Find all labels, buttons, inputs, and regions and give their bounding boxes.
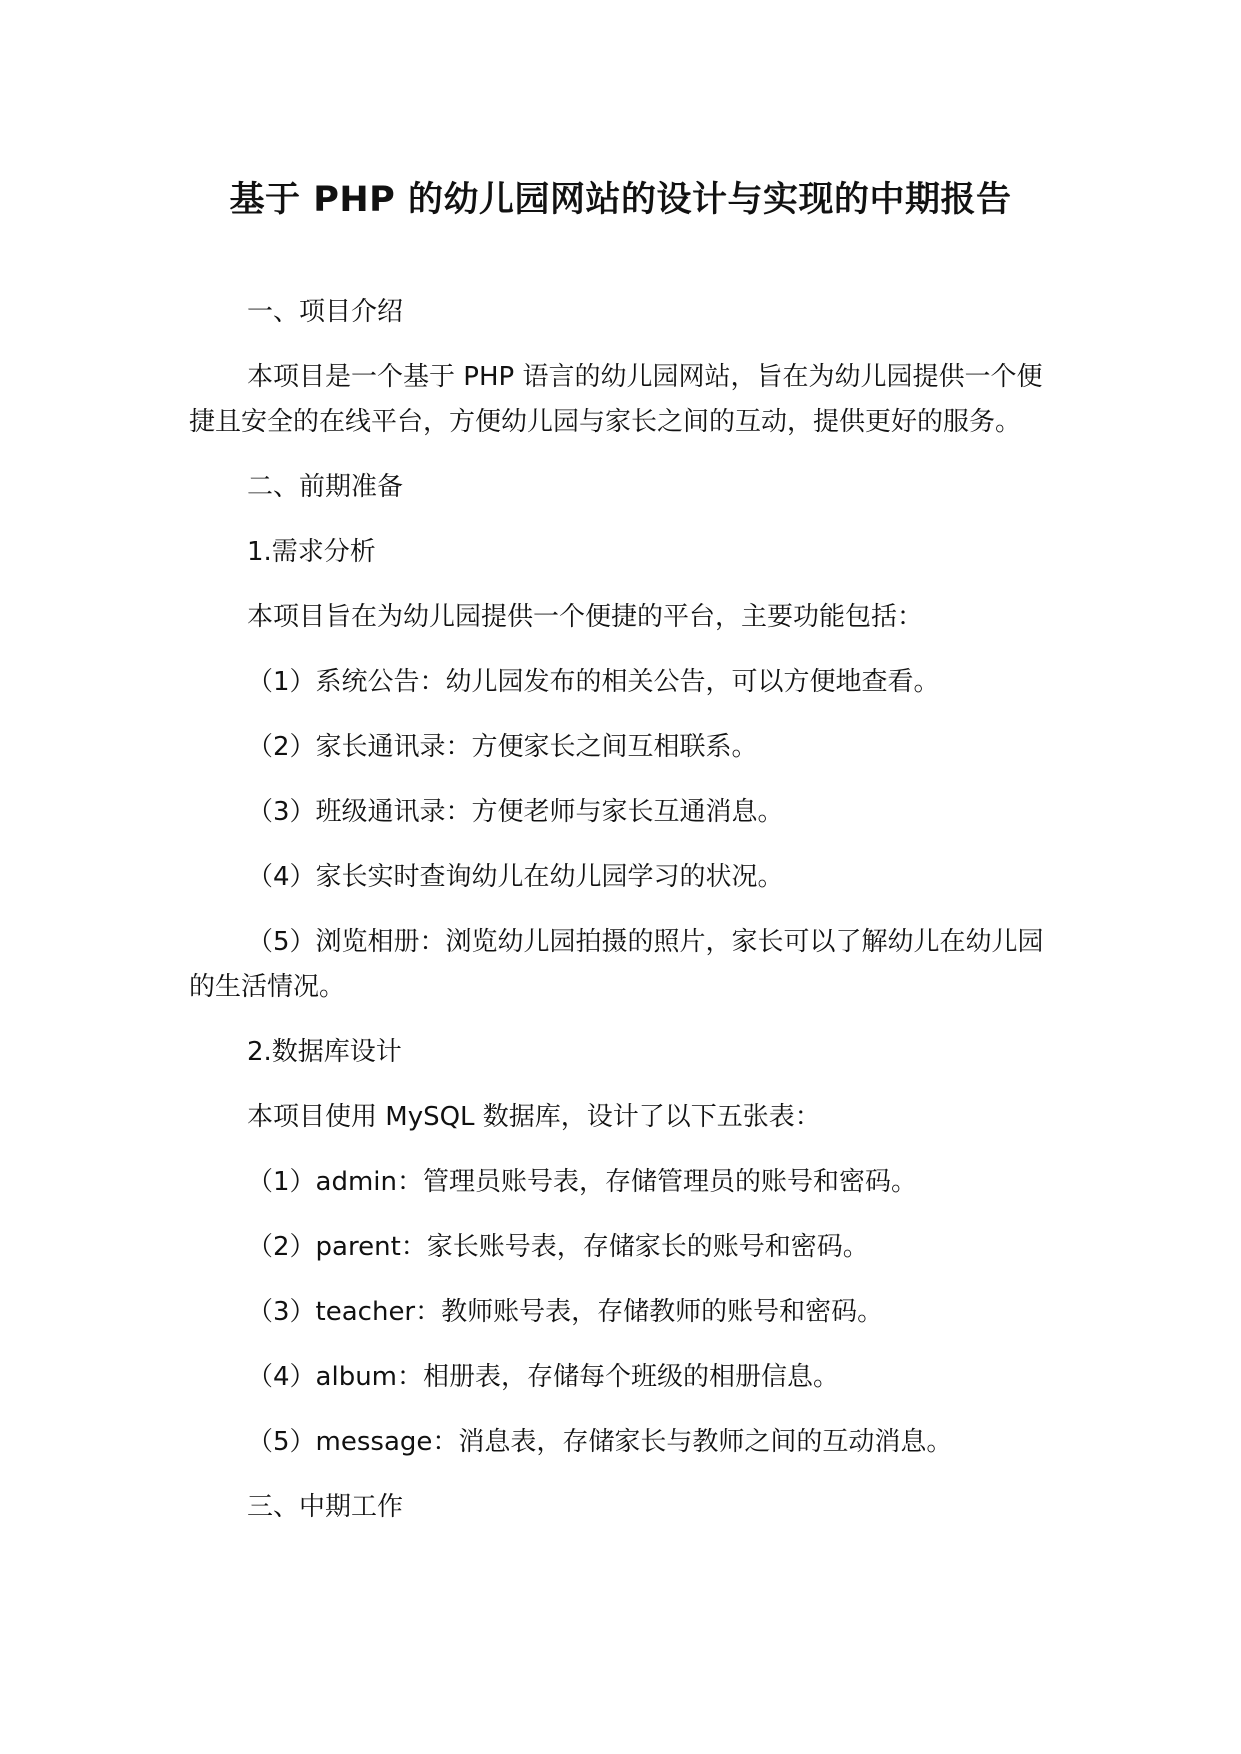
document-body	[189, 290, 1059, 1530]
section-heading-midterm: 三、中期工作	[247, 1492, 404, 1522]
document-title: 基于 PHP 的幼儿园网站的设计与实现的中期报告	[229, 180, 1012, 220]
requirement-item: （1）系统公告：幼儿园发布的相关公告，可以方便地查看。	[247, 667, 940, 697]
requirement-item: （4）家长实时查询幼儿在幼儿园学习的状况。	[247, 862, 784, 892]
table-item: （4）album：相册表，存储每个班级的相册信息。	[247, 1362, 840, 1392]
database-paragraph: 本项目使用 MySQL 数据库，设计了以下五张表：	[247, 1102, 821, 1132]
table-item: （2）parent：家长账号表，存储家长的账号和密码。	[247, 1232, 869, 1262]
subheading-database: 2.数据库设计	[247, 1037, 402, 1067]
section-heading-preparation: 二、前期准备	[247, 472, 404, 502]
table-item: （3）teacher：教师账号表，存储教师的账号和密码。	[247, 1297, 884, 1327]
requirement-item: （2）家长通讯录：方便家长之间互相联系。	[247, 732, 758, 762]
requirement-item: （3）班级通讯录：方便老师与家长互通消息。	[247, 797, 784, 827]
requirements-paragraph: 本项目旨在为幼儿园提供一个便捷的平台，主要功能包括：	[247, 602, 924, 632]
intro-paragraph: 本项目是一个基于 PHP 语言的幼儿园网站，旨在为幼儿园提供一个便捷且安全的在线平台，方便幼儿园与家长之间的互动，提供更好的服务。	[189, 362, 1043, 437]
table-item: （1）admin：管理员账号表，存储管理员的账号和密码。	[247, 1167, 918, 1197]
table-item: （5）message：消息表，存储家长与教师之间的互动消息。	[247, 1427, 953, 1457]
requirement-item: （5）浏览相册：浏览幼儿园拍摄的照片，家长可以了解幼儿在幼儿园的生活情况。	[189, 927, 1044, 1002]
subheading-requirements: 1.需求分析	[247, 537, 376, 567]
section-heading-intro: 一、项目介绍	[247, 297, 404, 327]
